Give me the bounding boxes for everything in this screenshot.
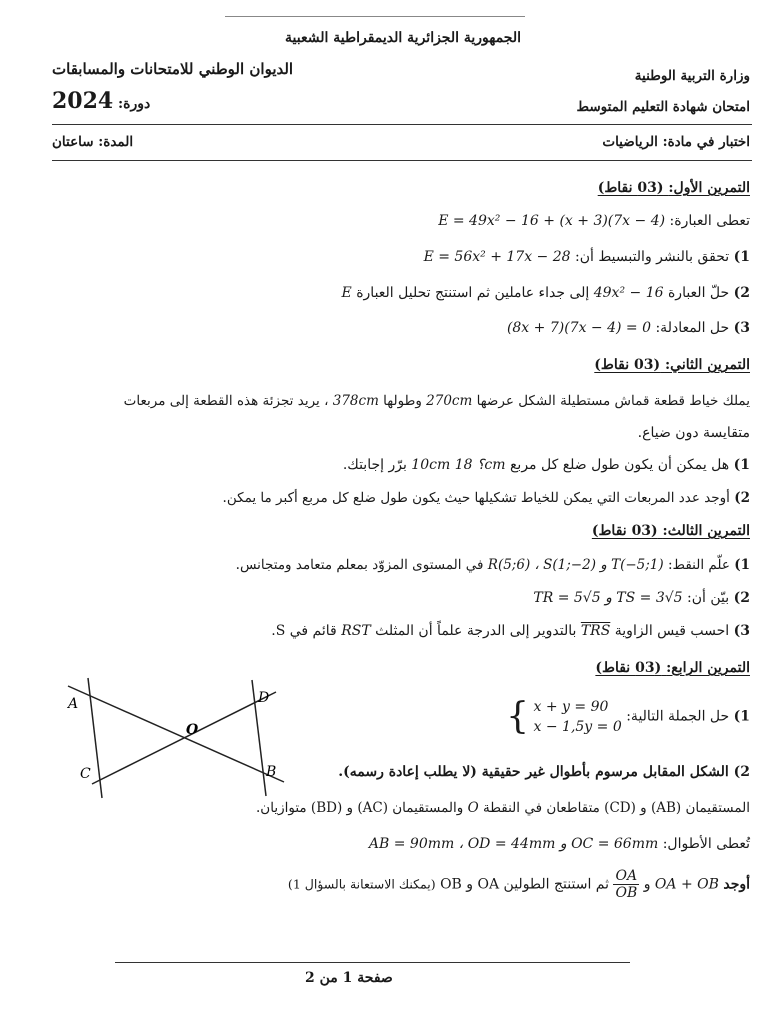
ex1-q2-var: E [341,285,352,301]
ex3-q2-text: بيّن أن: [687,590,730,606]
header-session [52,88,150,114]
ex3-q3-text-c: قائم في S. [271,623,337,639]
ex2-intro-a: يملك خياط قطعة قماش مستطيلة الشكل عرضها [476,393,750,409]
ex3-q1-text-a: علّم النقط: [667,557,730,573]
label-B: B [266,764,277,780]
ex4-q2-num: 2) [733,764,750,780]
ex4-title-text: التمرين الرابع: [666,660,750,676]
header-ministry: وزارة التربية الوطنية [634,68,750,84]
ex4-find-b: ثم استنتج الطولين OA و OB [440,876,610,893]
header-duration: المدة: ساعتان [52,134,134,150]
ex4-find-sum: OA + OB [654,876,719,893]
ex3-q3-num: 3) [733,623,750,639]
header-subject: اختبار في مادة: الرياضيات [602,134,750,150]
ex2-intro-line2: متقايسة دون ضياع. [637,425,750,441]
ex3-q3-text-b: بالتدوير إلى الدرجة علماً أن المثلث [375,623,577,639]
ex3-q2-math: TR = 5√5 و TS = 3√5 [533,590,683,606]
ex4-lines [256,800,750,816]
header-office: الديوان الوطني للامتحانات والمسابقات [52,60,294,78]
ex1-q2-text-b: إلى جداء عاملين ثم استنتج تحليل العبارة [356,285,590,301]
ex1-q1-text: تحقق بالنشر والتبسيط أن: [575,249,730,265]
ex4-sys-line1: x + y = 90 [533,698,609,715]
ex2-points: (03 نقاط) [594,357,661,373]
ex3-q1-points: R(5;6) ، S(1;−2) و T(−5;1) [487,557,664,573]
label-C: C [80,766,91,782]
ex2-q1-num: 1) [733,457,750,473]
ex2-length: 378cm [332,393,379,409]
ex3-q2-num: 2) [733,590,750,606]
ex3-q3-angle: $\overline{TRS}$ [580,623,611,639]
ex4-figure [62,672,292,802]
ex1-q3-text: حل المعادلة: [655,320,730,336]
top-rule [225,16,525,17]
ex1-title [598,180,750,196]
ex3-points: (03 نقاط) [591,523,658,539]
ex4-find-a: أوجد [723,876,750,893]
label-D: D [258,690,270,706]
ex4-find-c: (يمكنك الاستعانة بالسؤال 1) [287,876,436,892]
ex1-q1-math: E = 56x² + 17x − 28 [423,249,571,265]
line-CD [92,692,276,784]
header-republic: الجمهورية الجزائرية الديمقراطية الشعبية [285,30,522,46]
ex4-lengths-label: تُعطى الأطوال: [662,836,750,852]
header-exam: امتحان شهادة التعليم المتوسط [576,99,750,115]
ex1-given [438,213,750,229]
ex3-title [592,523,750,539]
ex4-q2 [338,764,750,780]
ex2-width: 270cm [426,393,473,409]
ex3-q1-num: 1) [734,557,750,573]
ex4-frac-den: OB [615,885,638,901]
ex4-lines-text-b: والمستقيمان (AC) و (BD) متوازيان. [256,800,464,816]
ex1-q2-text-a: حلّ العبارة [667,285,730,301]
ex4-q1-num: 1) [733,708,750,725]
ex1-q2-num: 2) [733,285,750,301]
ex2-intro-c: ، يريد تجزئة هذه القطعة إلى مربعات [123,393,329,409]
header-rule-2 [52,160,752,161]
ex4-frac-num: OA [613,868,639,885]
ex4-q1 [506,696,750,737]
ex4-lengths-math: AB = 90mm ، OD = 44mm و OC = 66mm [368,836,659,852]
ex3-q1-text-b: في المستوى المزوّد بمعلم متعامد ومتجانس. [235,557,484,573]
session-label: دورة: [117,96,151,112]
ex4-title [595,660,750,676]
label-O: O [186,722,199,738]
ex4-fraction [613,868,639,901]
ex2-q2-num: 2) [734,490,750,506]
header-rule-1 [52,124,752,125]
ex2-q1-math: 10cm ؟ 18cm [411,457,506,473]
ex1-q2 [342,285,750,301]
ex3-title-text: التمرين الثالث: [662,523,750,539]
ex1-q3-num: 3) [733,320,750,336]
ex2-q1 [343,457,750,473]
line-AB [68,686,284,782]
ex4-lengths [369,836,750,852]
ex4-system: { x + y = 90 x − 1,5y = 0 [506,696,622,737]
session-year: 2024 [52,88,114,114]
ex2-q2-text: أوجد عدد المربعات التي يمكن للخياط تشكيلها حيث يكون طول ضلع كل مربع أكبر ما يمكن. [222,490,730,506]
ex4-sys-line2: x − 1,5y = 0 [533,718,622,735]
ex1-q2-math: 49x² − 16 [593,285,664,301]
ex4-q2-text: الشكل المقابل مرسوم بأطوال غير حقيقية (لا يطلب إعادة رسمه). [338,764,729,780]
ex1-given-label: تعطى العبارة: [669,213,750,229]
ex3-q3-tri: RST [341,623,371,639]
ex2-title [594,357,750,373]
ex2-q1-text-a: هل يمكن أن يكون طول ضلع كل مربع [509,457,730,473]
label-A: A [68,696,79,712]
ex3-q3-text-a: احسب قيس الزاوية [614,623,730,639]
ex1-title-text: التمرين الأول: [668,180,750,196]
ex1-q1-num: 1) [733,249,750,265]
ex3-q3 [271,623,750,639]
ex4-q1-text: حل الجملة التالية: [626,708,730,725]
ex2-intro-b: وطولها [383,393,422,409]
ex1-expr-E: E = 49x² − 16 + (x + 3)(7x − 4) [438,213,666,229]
ex4-find [288,868,750,901]
ex2-q1-text-b: برّر إجابتك. [342,457,407,473]
ex1-q3 [507,320,750,336]
ex2-intro [124,393,750,409]
ex1-q3-math: (8x + 7)(7x − 4) = 0 [506,320,652,336]
ex3-q1 [236,557,750,573]
footer-page: صفحة 1 من 2 [305,970,393,986]
ex2-title-text: التمرين الثاني: [664,357,750,373]
ex4-points: (03 نقاط) [595,660,662,676]
ex1-q1 [424,249,750,265]
ex4-lines-text-a: المستقيمان (AB) و (CD) متقاطعان في النقطة [482,800,750,816]
ex3-q2 [533,590,750,606]
ex4-find-and: و [643,876,651,893]
footer-rule [115,962,630,963]
ex4-lines-O: O [467,800,479,816]
ex2-q2 [223,490,750,506]
ex1-points: (03 نقاط) [597,180,664,196]
